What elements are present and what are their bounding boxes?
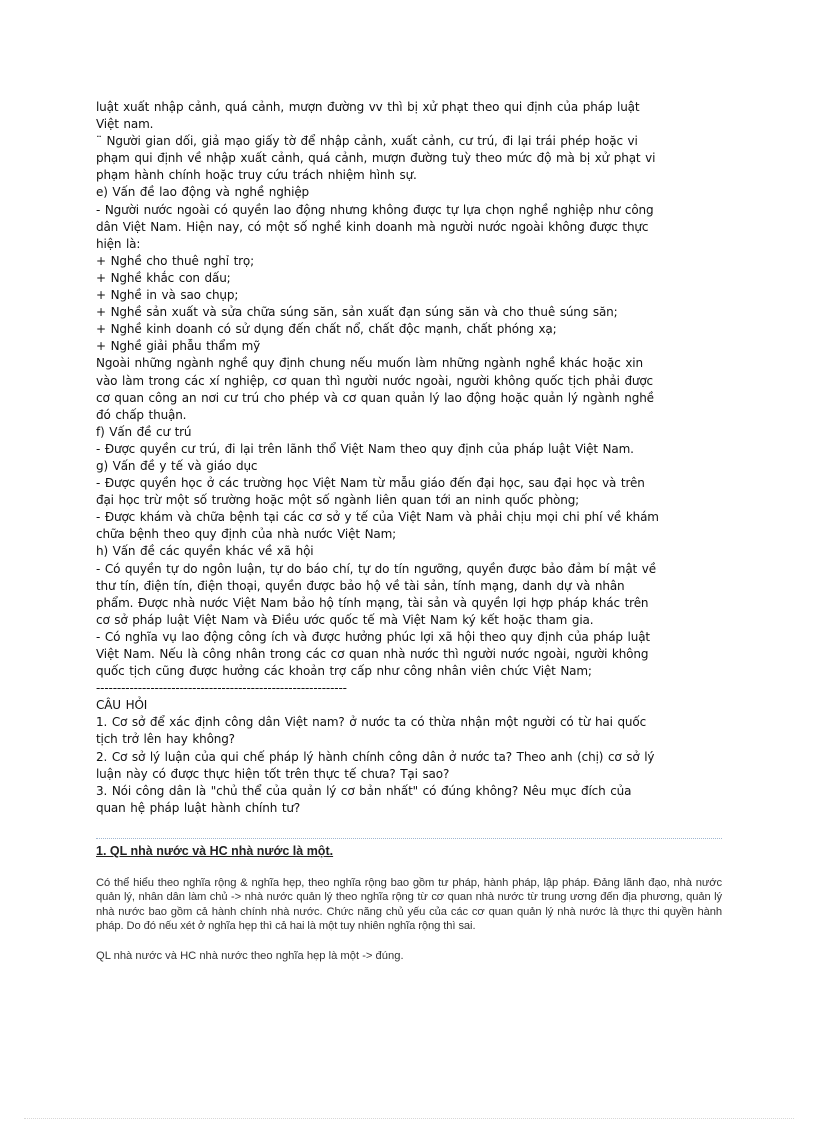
section-divider [96, 838, 722, 839]
text-line: cơ quan công an nơi cư trú cho phép và cơ quan quản lý lao động hoặc quản lý ngành nghề [96, 390, 654, 405]
text-line: - Được khám và chữa bệnh tại các cơ sở y tế của Việt Nam và phải chịu mọi chi phí về khám [96, 510, 659, 525]
document-page [96, 99, 722, 817]
text-line: hiện là: [96, 236, 141, 251]
text-line: phạm qui định về nhập xuất cảnh, quá cảnh, mượn đường tuỳ theo mức độ mà bị xử phạt vi [96, 151, 656, 166]
subheading-other-rights: h) Vấn đề các quyền khác về xã hội [96, 544, 314, 559]
list-item: + Nghề cho thuê nghỉ trọ; [96, 253, 254, 268]
text-line: - Có quyền tự do ngôn luận, tự do báo chí, tự do tín ngưỡng, quyền được bảo đảm bí mật về [96, 561, 656, 576]
section-paragraph: Có thể hiểu theo nghĩa rộng & nghĩa hẹp, theo nghĩa rộng bao gồm tư pháp, hành pháp, lập pháp. Đảng lãnh đạo, nhà nước quản lý, nhân dân làm chủ -> nhà nước quản lý theo nghĩa rộng từ cơ quan nhà nước từ trung ương đến địa phương, quản lý nhà nước bao gồm cả hành chính nhà nước. Chức năng chủ yếu của các cơ quan quản lý nhà nước là thực thi quyền hành pháp. Do đó nếu xét ở nghĩa hẹp thì cả hai là một tuy nhiên nghĩa rộng thì sai. [96, 877, 722, 932]
main-text-block [96, 99, 722, 817]
question-line: quan hệ pháp luật hành chính tư? [96, 800, 301, 815]
text-line: - Được quyền cư trú, đi lại trên lãnh thổ Việt Nam theo quy định của pháp luật Việt Nam. [96, 441, 634, 456]
subheading-residence: f) Vấn đề cư trú [96, 424, 192, 439]
text-line: Ngoài những ngành nghề quy định chung nếu muốn làm những ngành nghề khác hoặc xin [96, 356, 643, 371]
list-item: + Nghề giải phẫu thẩm mỹ [96, 339, 261, 354]
text-line: vào làm trong các xí nghiệp, cơ quan thì người nước ngoài, người không quốc tịch phải được [96, 373, 654, 388]
question-line: luận này có được thực hiện tốt trên thực tế chưa? Tại sao? [96, 766, 450, 781]
page-bottom-rule [24, 1118, 794, 1119]
questions-heading: CÂU HỎI [96, 698, 148, 713]
text-line: - Được quyền học ở các trường học Việt Nam từ mẫu giáo đến đại học, sau đại học và trên [96, 476, 645, 491]
question-line: 3. Nói công dân là "chủ thể của quản lý cơ bản nhất" có đúng không? Nêu mục đích của [96, 783, 632, 798]
text-line: cơ sở pháp luật Việt Nam và Điều ước quốc tế mà Việt Nam ký kết hoặc tham gia. [96, 612, 594, 627]
text-line: phạm hành chính hoặc truy cứu trách nhiệm hình sự. [96, 168, 417, 183]
text-line: thư tín, điện tín, điện thoại, quyền được bảo hộ về tài sản, tính mạng, danh dự và nhân [96, 578, 625, 593]
list-item: + Nghề sản xuất và sửa chữa súng săn, sản xuất đạn súng săn và cho thuê súng săn; [96, 305, 618, 320]
text-line: - Người nước ngoài có quyền lao động nhưng không được tự lựa chọn nghề nghiệp như công [96, 202, 654, 217]
list-item: + Nghề khắc con dấu; [96, 270, 231, 285]
list-item: + Nghề in và sao chụp; [96, 288, 239, 303]
answer-section [96, 843, 722, 963]
text-line: Việt nam. [96, 117, 154, 132]
section-heading: 1. QL nhà nước và HC nhà nước là một. [96, 844, 334, 858]
question-line: tịch trở lên hay không? [96, 732, 235, 747]
list-item: + Nghề kinh doanh có sử dụng đến chất nổ, chất độc mạnh, chất phóng xạ; [96, 322, 557, 337]
text-line: đó chấp thuận. [96, 407, 187, 422]
text-line: đại học trừ một số trường hoặc một số ngành liên quan tới an ninh quốc phòng; [96, 493, 580, 508]
question-line: 1. Cơ sở để xác định công dân Việt nam? ở nước ta có thừa nhận một người có từ hai quốc [96, 715, 647, 730]
section-conclusion: QL nhà nước và HC nhà nước theo nghĩa hẹp là một -> đúng. [96, 950, 404, 963]
text-line: ¨ Người gian dối, giả mạo giấy tờ để nhập cảnh, xuất cảnh, cư trú, đi lại trái phép hoặc vi [96, 134, 638, 149]
text-line: - Có nghĩa vụ lao động công ích và được hưởng phúc lợi xã hội theo quy định của pháp luật [96, 629, 650, 644]
text-line: luật xuất nhập cảnh, quá cảnh, mượn đường vv thì bị xử phạt theo qui định của pháp luật [96, 100, 640, 114]
text-line: phẩm. Được nhà nước Việt Nam bảo hộ tính mạng, tài sản và quyền lợi hợp pháp khác trên [96, 595, 649, 610]
text-line: chữa bệnh theo quy định của nhà nước Việt Nam; [96, 527, 397, 542]
text-line: quốc tịch cũng được hưởng các khoản trợ cấp như công nhân viên chức Việt Nam; [96, 664, 592, 679]
question-line: 2. Cơ sở lý luận của qui chế pháp lý hành chính công dân ở nước ta? Theo anh (chị) cơ sở lý [96, 749, 655, 764]
subheading-health-education: g) Vấn đề y tế và giáo dục [96, 458, 258, 473]
dashed-separator: ------------------------------------------------------------ [96, 681, 347, 696]
text-line: dân Việt Nam. Hiện nay, có một số nghề kinh doanh mà người nước ngoài không được thực [96, 219, 649, 234]
subheading-labor: e) Vấn đề lao động và nghề nghiệp [96, 185, 310, 200]
text-line: Việt Nam. Nếu là công nhân trong các cơ quan nhà nước thì người nước ngoài, người không [96, 647, 649, 661]
